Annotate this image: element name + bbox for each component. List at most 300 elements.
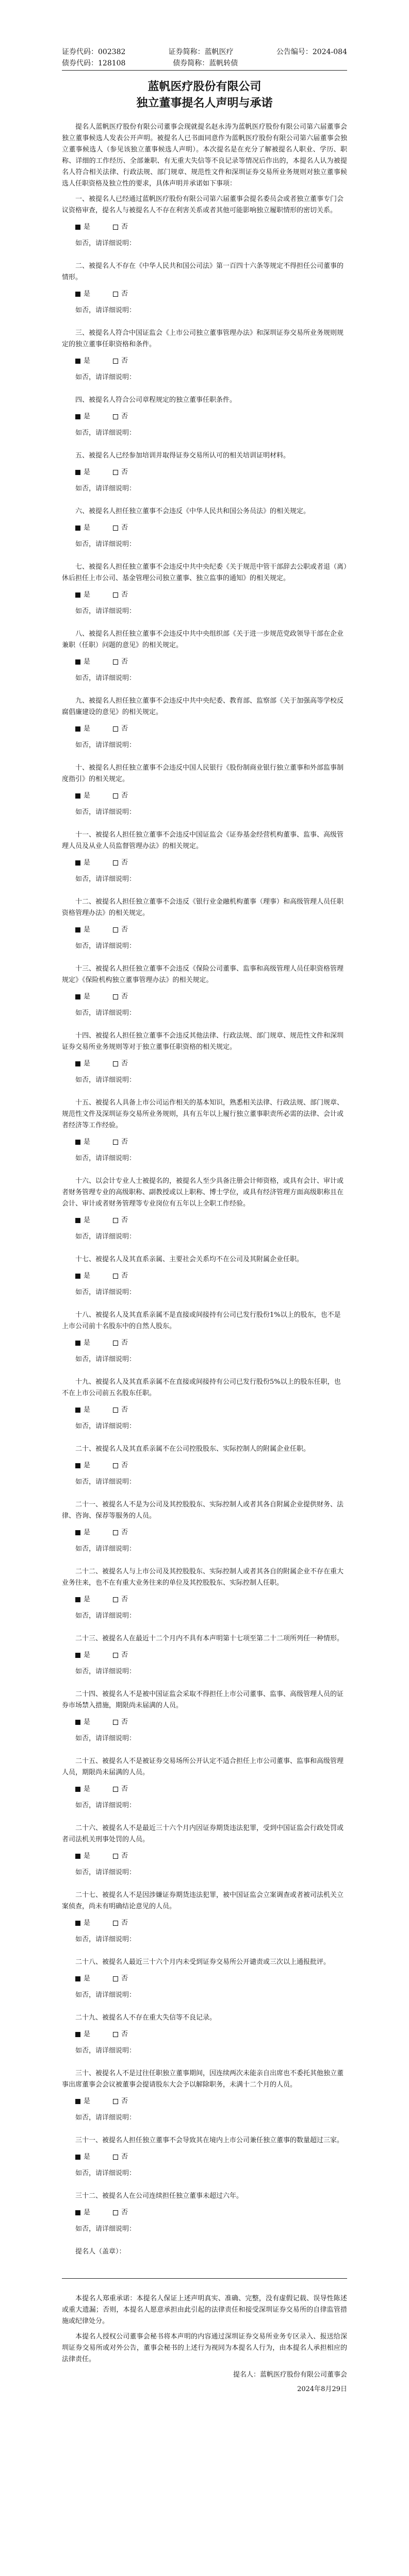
bond-code: 债券代码：128108 [62, 59, 126, 67]
declaration-item [62, 829, 347, 885]
declaration-item [62, 2068, 347, 2124]
option-no[interactable] [113, 1404, 128, 1416]
yes-no-options [62, 1784, 347, 1795]
option-no[interactable] [113, 1650, 128, 1661]
explanation-line: 如否，请详细说明： [75, 1289, 136, 1296]
declaration-item [62, 1176, 347, 1243]
option-label: 否 [121, 2153, 128, 2161]
empty-box-icon[interactable] [113, 1061, 118, 1066]
yes-no-options [62, 1717, 347, 1728]
checked-box-icon[interactable] [75, 994, 80, 999]
option-yes[interactable] [75, 1404, 90, 1416]
title-block [62, 78, 347, 111]
option-label: 否 [121, 1272, 128, 1280]
option-yes[interactable] [75, 1460, 90, 1471]
yes-no-options [62, 1337, 347, 1349]
explanation-line: 如否，请详细说明： [75, 741, 136, 749]
explanation-line: 如否，请详细说明： [75, 1076, 136, 1084]
yes-no-options [62, 991, 347, 1003]
explanation-line: 如否，请详细说明： [75, 1355, 136, 1363]
closing-authorization: 本提名人授权公司董事会秘书将本声明的内容通过深圳证券交易所业务专区录入、报送给深圳证券交易所或对外公告，董事会秘书的上述行为视同为本提名人行为，由本提名人承担相应的法律责任。 [62, 2333, 347, 2363]
empty-box-icon[interactable] [113, 1921, 118, 1926]
option-label: 否 [121, 1975, 128, 1982]
option-label: 否 [121, 792, 128, 800]
declaration-item [62, 696, 347, 751]
declaration-item [62, 1377, 347, 1432]
option-label: 是 [84, 1060, 91, 1067]
option-label: 是 [84, 290, 91, 298]
yes-no-options [62, 1270, 347, 1282]
yes-no-options [62, 522, 347, 534]
empty-box-icon[interactable] [113, 1140, 118, 1145]
option-no[interactable] [113, 1784, 128, 1795]
explanation-line: 如否，请详细说明： [75, 1936, 136, 1943]
explanation-line: 如否，请详细说明： [75, 1668, 136, 1675]
option-label: 否 [121, 1406, 128, 1414]
option-label: 否 [121, 591, 128, 599]
nominator-name: 提名人：蓝帆医疗股份有限公司董事会 [233, 2371, 347, 2379]
option-label: 否 [121, 1462, 128, 1469]
option-label: 否 [121, 1339, 128, 1347]
option-label: 是 [84, 1406, 91, 1414]
yes-no-options [62, 467, 347, 478]
yes-no-options [62, 857, 347, 869]
option-yes[interactable] [75, 1337, 90, 1349]
declaration-item [62, 1254, 347, 1298]
declaration-item-text: 三、被提名人符合中国证监会《上市公司独立董事管理办法》和深圳证券交易所业务规则规定的独立董事任职资格和条件。 [62, 329, 344, 348]
yes-no-options [62, 790, 347, 802]
empty-box-icon[interactable] [113, 2032, 118, 2037]
option-label: 是 [84, 1852, 91, 1860]
option-no[interactable] [113, 2207, 128, 2218]
explanation-line: 如否，请详细说明： [75, 374, 136, 381]
option-yes[interactable] [75, 522, 90, 534]
option-yes[interactable] [75, 924, 90, 936]
option-yes[interactable] [75, 467, 90, 478]
option-yes[interactable] [75, 1650, 90, 1661]
declaration-item-text: 二十七、被提名人不是因涉嫌证券期货违法犯罪，被中国证监会立案调查或者被司法机关立案侦查，尚未有明确结论意见的人员。 [62, 1891, 344, 1910]
declaration-item-text: 二十二、被提名人与上市公司及其控股股东、实际控制人或者其各自的附属企业不存在重大业务往来，也不在有重大业务往来的单位及其控股股东、实际控制人任职。 [62, 1568, 344, 1587]
bond-name: 债券简称：蓝帆转债 [173, 59, 238, 67]
stock-code: 证券代码：002382 [62, 48, 126, 56]
option-label: 是 [84, 1138, 91, 1146]
empty-box-icon[interactable] [113, 1530, 118, 1535]
yes-no-options [62, 2096, 347, 2107]
checked-box-icon[interactable] [75, 1463, 80, 1468]
empty-box-icon[interactable] [113, 2099, 118, 2104]
explanation-line: 如否，请详细说明： [75, 674, 136, 682]
empty-box-icon[interactable] [113, 1218, 118, 1223]
option-yes[interactable] [75, 1851, 90, 1862]
option-label: 是 [84, 2209, 91, 2216]
explanation-line: 如否，请详细说明： [75, 875, 136, 883]
option-label: 是 [84, 1785, 91, 1793]
option-yes[interactable] [75, 2151, 90, 2163]
header-row-2 [62, 58, 347, 69]
option-yes[interactable] [75, 411, 90, 422]
option-label: 是 [84, 2097, 91, 2105]
option-yes[interactable] [75, 289, 90, 300]
declaration-item-text: 一、被提名人已经通过蓝帆医疗股份有限公司第六届董事会提名委员会或者独立董事专门会议资格审查，提名人与被提名人不存在利害关系或者其他可能影响独立履职情形的密切关系。 [62, 195, 344, 214]
option-no[interactable] [113, 1973, 128, 1985]
option-yes[interactable] [75, 790, 90, 802]
explanation-line: 如否，请详细说明： [75, 1802, 136, 1809]
checked-box-icon[interactable] [75, 2032, 80, 2037]
yes-no-options [62, 1460, 347, 1471]
option-no[interactable] [113, 522, 128, 534]
option-label: 否 [121, 2209, 128, 2216]
option-no[interactable] [113, 1851, 128, 1862]
declaration-item-text: 二十五、被提名人不是被证券交易场所公开认定不适合担任上市公司董事、监事和高级管理人员，期限尚未届满的人员。 [62, 1757, 344, 1776]
declaration-item-text: 三十二、被提名人在公司连续担任独立董事未超过六年。 [75, 2192, 243, 2200]
checked-box-icon[interactable] [75, 1653, 80, 1658]
option-no[interactable] [113, 2096, 128, 2107]
empty-box-icon[interactable] [113, 860, 118, 866]
option-label: 否 [121, 357, 128, 365]
checked-box-icon[interactable] [75, 659, 80, 665]
option-yes[interactable] [75, 991, 90, 1003]
yes-no-options [62, 1404, 347, 1416]
explanation-line: 如否，请详细说明： [75, 240, 136, 247]
header-divider [62, 70, 347, 71]
option-label: 是 [84, 859, 91, 867]
explanation-line: 如否，请详细说明： [75, 1233, 136, 1241]
option-yes[interactable] [75, 2207, 90, 2218]
option-no[interactable] [113, 1337, 128, 1349]
declaration-item-text: 十二、被提名人担任独立董事不会违反《银行业金融机构董事（理事）和高级管理人员任职资格管理办法》的相关规定。 [62, 898, 344, 917]
option-no[interactable] [113, 411, 128, 422]
empty-box-icon[interactable] [113, 470, 118, 475]
option-no[interactable] [113, 656, 128, 668]
checked-box-icon[interactable] [75, 526, 80, 531]
empty-box-icon[interactable] [113, 2210, 118, 2215]
empty-box-icon[interactable] [113, 1976, 118, 1981]
declaration-item-text: 十三、被提名人担任独立董事不会违反《保险公司董事、监事和高级管理人员任职资格管理规定》《保险机构独立董事管理办法》的相关规定。 [62, 965, 344, 984]
explanation-line: 如否，请详细说明： [75, 429, 136, 437]
option-no[interactable] [113, 723, 128, 735]
empty-box-icon[interactable] [113, 526, 118, 531]
option-no[interactable] [113, 1460, 128, 1471]
empty-box-icon[interactable] [113, 659, 118, 665]
empty-box-icon[interactable] [113, 1787, 118, 1792]
option-label: 是 [84, 1272, 91, 1280]
declaration-item [62, 762, 347, 818]
declaration-item-text: 十九、被提名人及其直系亲属不在直接或间接持有公司已发行股份5%以上的股东任职，也不在上市公司前五名股东任职。 [62, 1378, 341, 1397]
declaration-item-text: 三十、被提名人不是过往任职独立董事期间，因连续两次未能亲自出席也不委托其他独立董事出席董事会会议被董事会提请股东大会予以解除职务，未满十二个月的人员。 [62, 2070, 344, 2089]
checked-box-icon[interactable] [75, 2099, 80, 2104]
declaration-item-text: 二十四、被提名人不是被中国证监会采取不得担任上市公司董事、监事、高级管理人员的证券市场禁入措施，期限尚未届满的人员。 [62, 1690, 344, 1709]
empty-box-icon[interactable] [113, 1463, 118, 1468]
yes-no-options [62, 1650, 347, 1661]
option-yes[interactable] [75, 1784, 90, 1795]
option-no[interactable] [113, 1215, 128, 1226]
declaration-item-text: 五、被提名人已经参加培训并取得证券交易所认可的相关培训证明材料。 [75, 452, 290, 460]
explanation-line: 如否，请详细说明： [75, 307, 136, 314]
yes-no-options [62, 1058, 347, 1070]
option-yes[interactable] [75, 1717, 90, 1728]
checked-box-icon[interactable] [75, 1341, 80, 1346]
checked-box-icon[interactable] [75, 1218, 80, 1223]
checked-box-icon[interactable] [75, 225, 80, 230]
declaration-item-text: 十六、以会计专业人士被提名的，被提名人至少具备注册会计师资格，或具有会计、审计或者财务管理专业的高级职称、副教授或以上职称、博士学位，或具有经济管理方面高级职称且在会计、审计或者财务管理等专业岗位有五年以上全职工作经验。 [62, 1177, 344, 1208]
option-no[interactable] [113, 991, 128, 1003]
option-label: 否 [121, 658, 128, 666]
explanation-line: 如否，请详细说明： [75, 1612, 136, 1620]
explanation-line: 如否，请详细说明： [75, 540, 136, 548]
declaration-item [62, 1957, 347, 2001]
explanation-line: 如否，请详细说明： [75, 1155, 136, 1162]
yes-no-options [62, 924, 347, 936]
explanation-line: 如否，请详细说明： [75, 1422, 136, 1430]
option-label: 是 [84, 413, 91, 420]
option-no[interactable] [113, 857, 128, 869]
announcement-header [62, 46, 347, 69]
declaration-item [62, 261, 347, 316]
option-yes[interactable] [75, 1215, 90, 1226]
option-no[interactable] [113, 1594, 128, 1605]
checked-box-icon[interactable] [75, 1976, 80, 1981]
declaration-item [62, 1097, 347, 1164]
option-yes[interactable] [75, 723, 90, 735]
explanation-line: 如否，请详细说明： [75, 942, 136, 950]
option-yes[interactable] [75, 857, 90, 869]
declaration-items [62, 194, 347, 2235]
checked-box-icon[interactable] [75, 726, 80, 732]
yes-no-options [62, 1527, 347, 1538]
option-label: 否 [121, 2097, 128, 2105]
option-no[interactable] [113, 289, 128, 300]
option-label: 是 [84, 993, 91, 1001]
checked-box-icon[interactable] [75, 359, 80, 364]
yes-no-options [62, 1973, 347, 1985]
option-label: 否 [121, 725, 128, 733]
yes-no-options [62, 2207, 347, 2218]
declaration-item [62, 1499, 347, 1555]
empty-box-icon[interactable] [113, 793, 118, 799]
checked-box-icon[interactable] [75, 1061, 80, 1066]
checked-box-icon[interactable] [75, 1140, 80, 1145]
option-no[interactable] [113, 222, 128, 233]
yes-no-options [62, 723, 347, 735]
option-no[interactable] [113, 1527, 128, 1538]
header-row-1 [62, 46, 347, 58]
option-label: 否 [121, 1785, 128, 1793]
option-label: 否 [121, 1529, 128, 1536]
checked-box-icon[interactable] [75, 470, 80, 475]
option-yes[interactable] [75, 1594, 90, 1605]
option-yes[interactable] [75, 589, 90, 601]
checked-box-icon[interactable] [75, 2155, 80, 2160]
document-title: 独立董事提名人声明与承诺 [136, 96, 273, 110]
option-label: 否 [121, 1060, 128, 1067]
option-label: 是 [84, 223, 91, 231]
checked-box-icon[interactable] [75, 1921, 80, 1926]
option-label: 否 [121, 1919, 128, 1927]
declaration-item-text: 六、被提名人担任独立董事不会违反《中华人民共和国公务员法》的相关规定。 [75, 507, 310, 515]
empty-box-icon[interactable] [113, 592, 118, 598]
option-yes[interactable] [75, 1058, 90, 1070]
declaration-item-text: 十七、被提名人及其直系亲属、主要社会关系均不在公司及其附属企业任职。 [75, 1256, 304, 1263]
option-yes[interactable] [75, 1270, 90, 1282]
option-no[interactable] [113, 790, 128, 802]
explanation-line: 如否，请详细说明： [75, 1478, 136, 1486]
option-label: 否 [121, 524, 128, 532]
empty-box-icon[interactable] [113, 1597, 118, 1602]
yes-no-options [62, 656, 347, 668]
checked-box-icon[interactable] [75, 860, 80, 866]
declaration-item [62, 506, 347, 550]
declaration-item-text: 七、被提名人担任独立董事不会违反中共中央纪委《关于规范中管干部辞去公职或者退（离）休后担任上市公司、基金管理公司独立董事、独立监事的通知》的相关规定。 [62, 563, 347, 582]
empty-box-icon[interactable] [113, 1854, 118, 1859]
option-label: 是 [84, 658, 91, 666]
declaration-item-text: 九、被提名人担任独立董事不会违反中共中央纪委、教育部、监察部《关于加强高等学校反腐倡廉建设的意见》的相关规定。 [62, 697, 344, 716]
yes-no-options [62, 1137, 347, 1148]
declaration-item [62, 194, 347, 249]
declaration-item [62, 1890, 347, 1945]
option-no[interactable] [113, 1137, 128, 1148]
explanation-line: 如否，请详细说明： [75, 485, 136, 493]
option-no[interactable] [113, 1918, 128, 1929]
option-yes[interactable] [75, 355, 90, 367]
checked-box-icon[interactable] [75, 927, 80, 933]
explanation-line: 如否，请详细说明： [75, 2170, 136, 2177]
option-yes[interactable] [75, 656, 90, 668]
option-label: 是 [84, 926, 91, 934]
yes-no-options [62, 1851, 347, 1862]
empty-box-icon[interactable] [113, 292, 118, 297]
option-label: 是 [84, 1596, 91, 1603]
declaration-item-text: 十一、被提名人担任独立董事不会违反中国证监会《证券基金经营机构董事、监事、高级管理人员及从业人员监督管理办法》的相关规定。 [62, 831, 344, 850]
checked-box-icon[interactable] [75, 1720, 80, 1725]
explanation-line: 如否，请详细说明： [75, 808, 136, 816]
closing-commitment: 本提名人郑重承诺：本提名人保证上述声明真实、准确、完整，没有虚假记载、误导性陈述或重大遗漏；否则，本提名人愿意承担由此引起的法律责任和接受深圳证券交易所的自律监管措施或纪律处分。 [62, 2295, 347, 2325]
declaration-item [62, 395, 347, 439]
intro-paragraph: 提名人蓝帆医疗股份有限公司董事会现就提名赵永涛为蓝帆医疗股份有限公司第六届董事会独立董事候选人发表公开声明。被提名人已书面同意作为蓝帆医疗股份有限公司第六届董事会独立董事候选人（参见该独立董事候选人声明）。本次提名是在充分了解被提名人职业、学历、职称、详细的工作经历、全部兼职、有无重大失信等不良记录等情况后作出的，本提名人认为被提名人符合相关法律、行政法规、部门规章、规范性文件和深圳证券交易所业务规则对独立董事候选人任职资格及独立性的要求，具体声明并承诺如下事项： [62, 123, 347, 188]
option-label: 是 [84, 1651, 91, 1659]
option-yes[interactable] [75, 2029, 90, 2040]
declaration-item [62, 896, 347, 952]
option-no[interactable] [113, 2151, 128, 2163]
declaration-item-text: 二、被提名人不存在《中华人民共和国公司法》第一百四十六条等规定不得担任公司董事的情形。 [62, 262, 344, 281]
option-label: 是 [84, 591, 91, 599]
yes-no-options [62, 2151, 347, 2163]
option-label: 是 [84, 725, 91, 733]
empty-box-icon[interactable] [113, 1720, 118, 1725]
empty-box-icon[interactable] [113, 2155, 118, 2160]
option-label: 是 [84, 2153, 91, 2161]
option-label: 否 [121, 468, 128, 476]
option-no[interactable] [113, 924, 128, 936]
empty-box-icon[interactable] [113, 994, 118, 999]
empty-box-icon[interactable] [113, 414, 118, 419]
option-yes[interactable] [75, 1137, 90, 1148]
checked-box-icon[interactable] [75, 1274, 80, 1279]
option-no[interactable] [113, 1058, 128, 1070]
option-label: 是 [84, 1919, 91, 1927]
declaration-item-text: 四、被提名人符合公司章程规定的独立董事任职条件。 [75, 396, 237, 404]
checked-box-icon[interactable] [75, 1530, 80, 1535]
option-no[interactable] [113, 2029, 128, 2040]
declaration-item-text: 十八、被提名人及其直系亲属不是直接或间接持有公司已发行股份1%以上的股东，也不是上市公司前十名股东中的自然人股东。 [62, 1311, 341, 1330]
declaration-item [62, 1030, 347, 1086]
declaration-item-text: 三十一、被提名人担任独立董事不会导致其在境内上市公司兼任独立董事的数量超过三家。 [75, 2137, 344, 2144]
explanation-line: 如否，请详细说明： [75, 1009, 136, 1017]
checked-box-icon[interactable] [75, 2210, 80, 2215]
option-no[interactable] [113, 1270, 128, 1282]
empty-box-icon[interactable] [113, 1341, 118, 1346]
declaration-item [62, 2191, 347, 2235]
declaration-item [62, 1823, 347, 1878]
option-label: 是 [84, 1462, 91, 1469]
declaration-item-text: 二十一、被提名人不是为公司及其控股股东、实际控制人或者其各自附属企业提供财务、法律、咨询、保荐等服务的人员。 [62, 1501, 344, 1520]
empty-box-icon[interactable] [113, 1408, 118, 1413]
empty-box-icon[interactable] [113, 225, 118, 230]
declaration-date: 2024年8月29日 [297, 2385, 347, 2393]
yes-no-options [62, 1594, 347, 1605]
empty-box-icon[interactable] [113, 1274, 118, 1279]
signature-line: 提名人（盖章）： [75, 2248, 126, 2256]
option-yes[interactable] [75, 1527, 90, 1538]
option-label: 是 [84, 792, 91, 800]
empty-box-icon[interactable] [113, 1653, 118, 1658]
option-no[interactable] [113, 1717, 128, 1728]
checked-box-icon[interactable] [75, 592, 80, 598]
explanation-line: 如否，请详细说明： [75, 1735, 136, 1742]
declaration-item [62, 2135, 347, 2179]
option-yes[interactable] [75, 1973, 90, 1985]
option-no[interactable] [113, 355, 128, 367]
option-label: 否 [121, 926, 128, 934]
option-label: 否 [121, 413, 128, 420]
explanation-line: 如否，请详细说明： [75, 2047, 136, 2055]
checked-box-icon[interactable] [75, 1408, 80, 1413]
option-label: 否 [121, 993, 128, 1001]
checked-box-icon[interactable] [75, 793, 80, 799]
option-label: 否 [121, 1596, 128, 1603]
option-label: 否 [121, 1216, 128, 1224]
option-yes[interactable] [75, 1918, 90, 1929]
declaration-item-text: 八、被提名人担任独立董事不会违反中共中央组织部《关于进一步规范党政领导干部在企业兼职（任职）问题的意见》的相关规定。 [62, 630, 344, 649]
empty-box-icon[interactable] [113, 927, 118, 933]
checked-box-icon[interactable] [75, 1854, 80, 1859]
option-label: 是 [84, 1718, 91, 1726]
option-label: 否 [121, 290, 128, 298]
option-yes[interactable] [75, 222, 90, 233]
declaration-item [62, 1689, 347, 1744]
declaration-item-text: 十四、被提名人担任独立董事不会违反其他法律、行政法规、部门规章、规范性文件和深圳证券交易所业务规则等对于独立董事任职资格的相关规定。 [62, 1032, 344, 1051]
yes-no-options [62, 2029, 347, 2040]
checked-box-icon[interactable] [75, 1787, 80, 1792]
yes-no-options [62, 589, 347, 601]
empty-box-icon[interactable] [113, 726, 118, 732]
declaration-item [62, 1633, 347, 1677]
checked-box-icon[interactable] [75, 414, 80, 419]
declaration-item [62, 328, 347, 383]
yes-no-options [62, 222, 347, 233]
option-no[interactable] [113, 467, 128, 478]
empty-box-icon[interactable] [113, 359, 118, 364]
checked-box-icon[interactable] [75, 292, 80, 297]
option-label: 是 [84, 357, 91, 365]
explanation-line: 如否，请详细说明： [75, 1545, 136, 1553]
option-yes[interactable] [75, 2096, 90, 2107]
stock-name: 证券简称：蓝帆医疗 [168, 48, 234, 56]
option-label: 否 [121, 223, 128, 231]
option-label: 是 [84, 1339, 91, 1347]
option-no[interactable] [113, 589, 128, 601]
checked-box-icon[interactable] [75, 1597, 80, 1602]
option-label: 是 [84, 2030, 91, 2038]
